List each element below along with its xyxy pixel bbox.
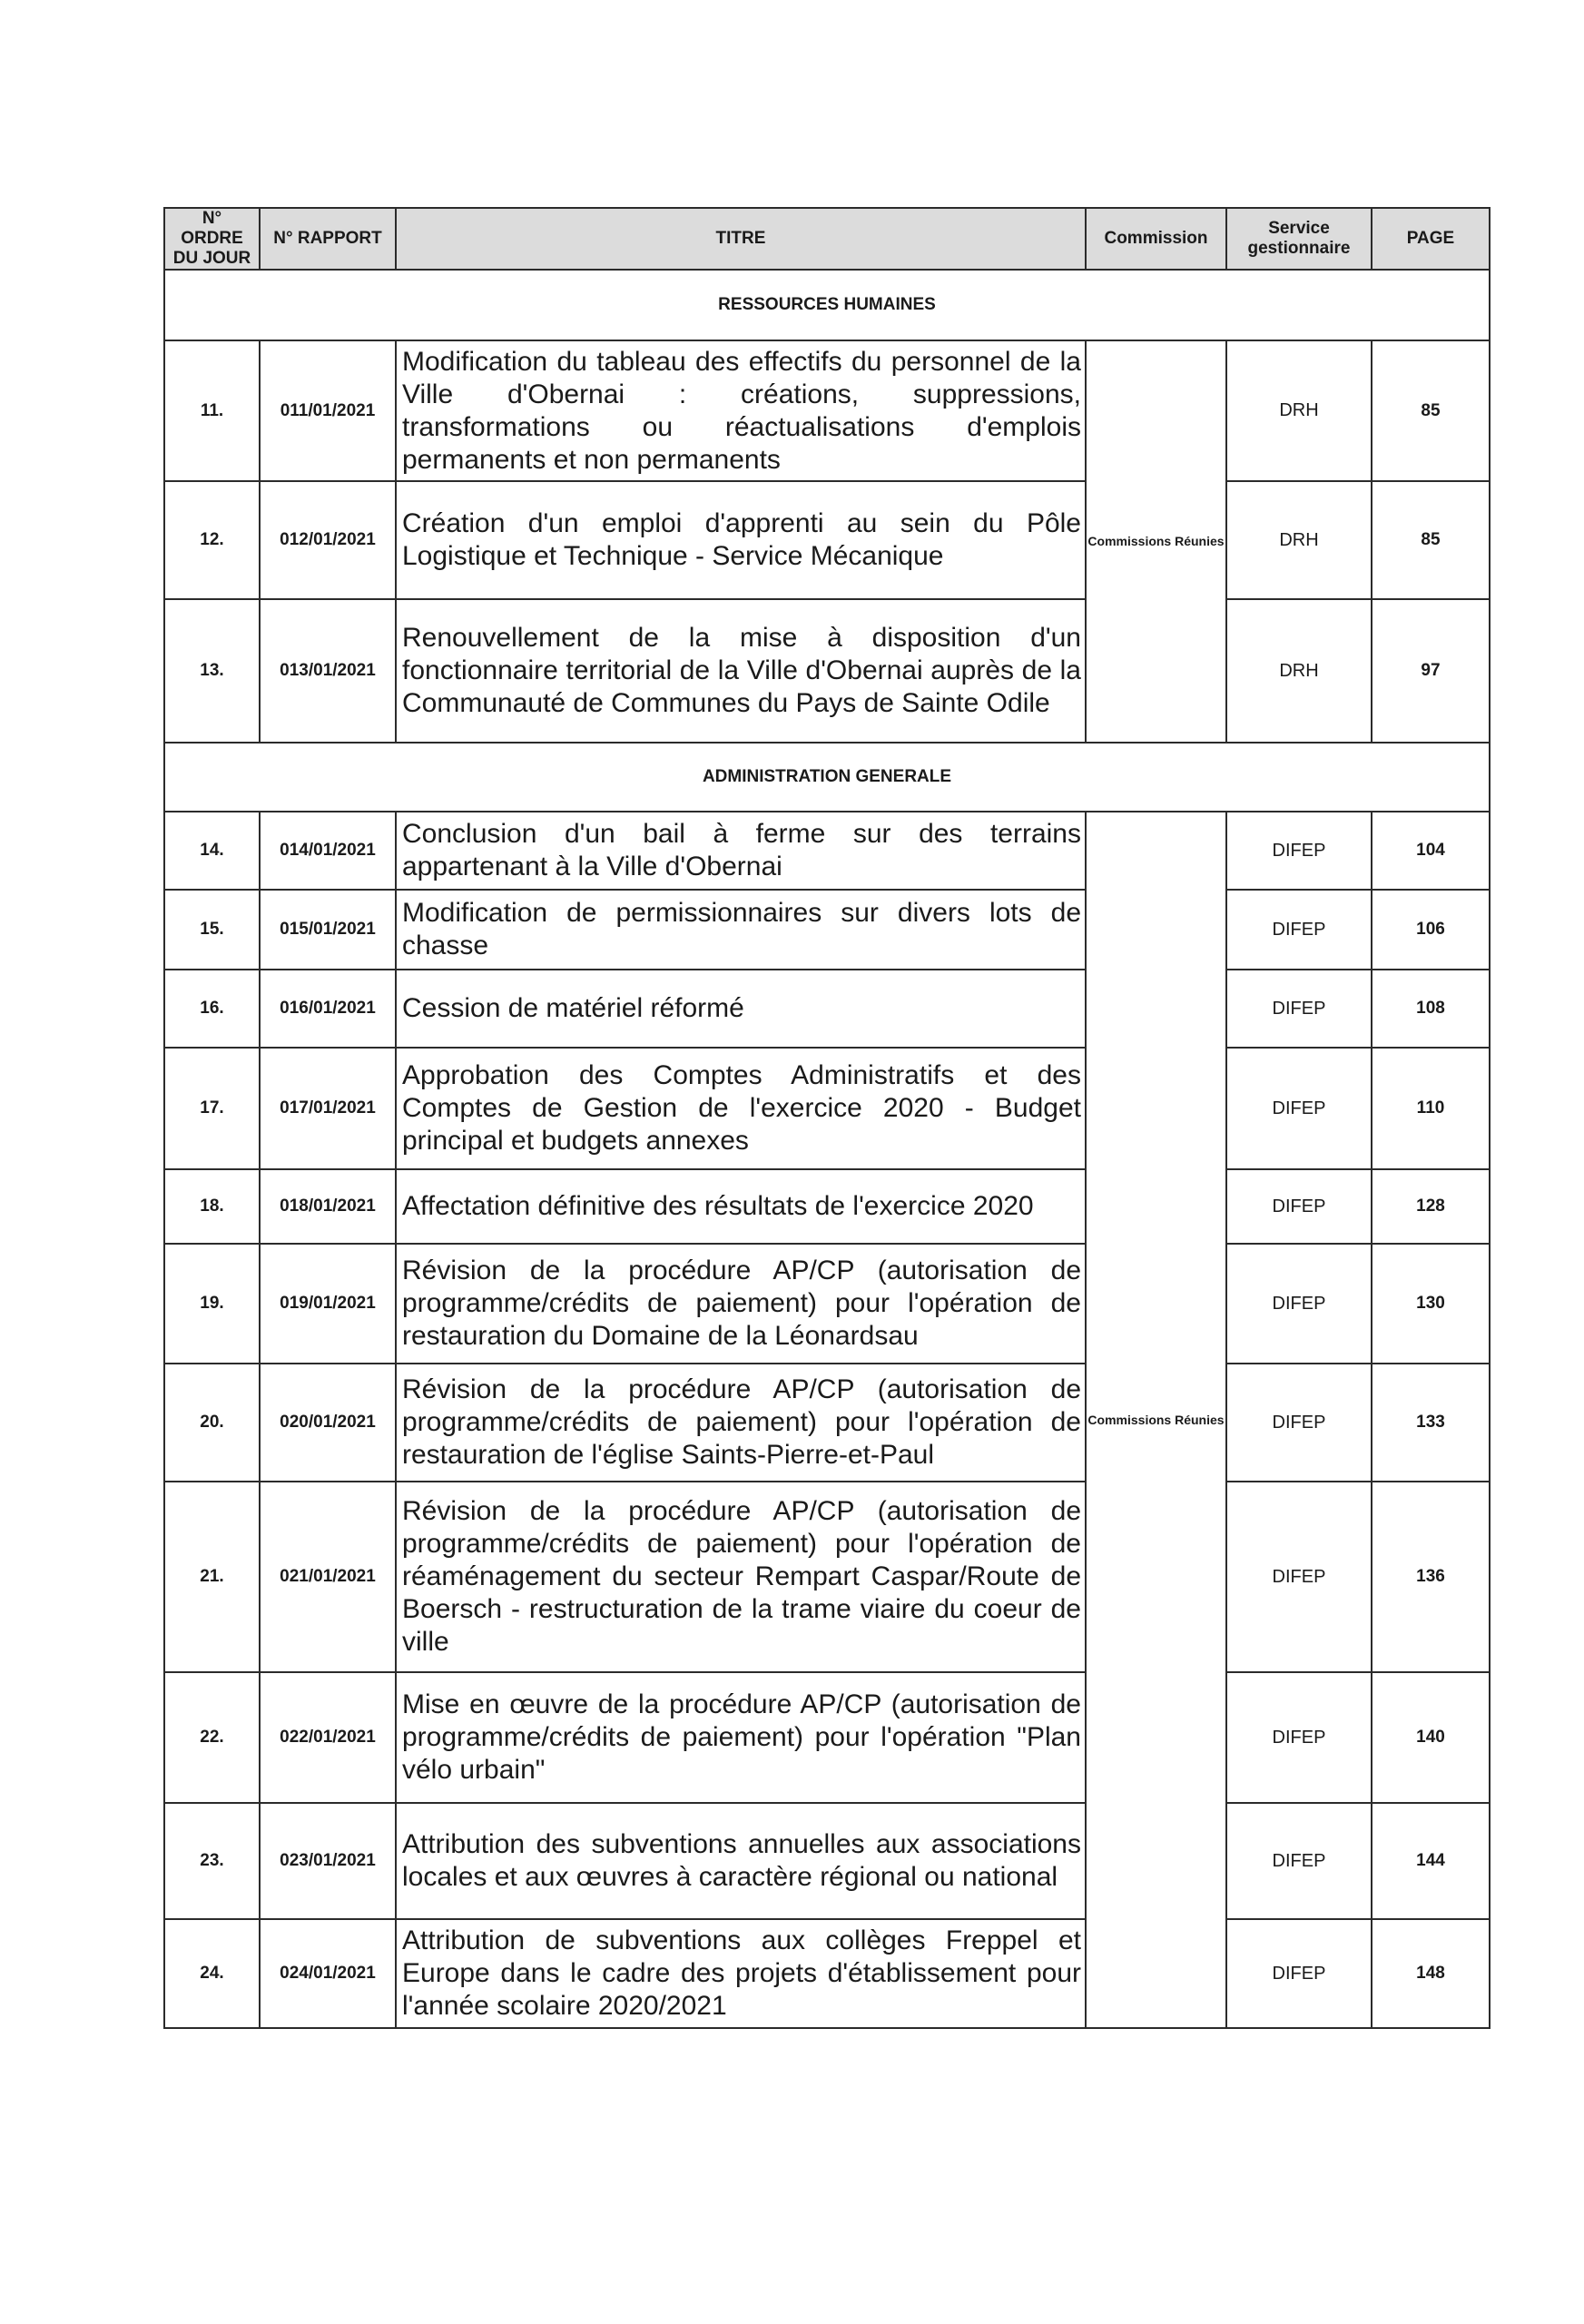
ordre-cell: 24. <box>164 1919 260 2028</box>
page-cell: 144 <box>1372 1803 1490 1919</box>
titre-cell: Attribution des subventions annuelles aux associations locales et aux œuvres à caractère régional ou national <box>396 1803 1086 1919</box>
service-cell: DIFEP <box>1226 1919 1372 2028</box>
table-row <box>164 812 1490 890</box>
titre-cell: Création d'un emploi d'apprenti au sein du Pôle Logistique et Technique - Service Mécanique <box>396 481 1086 599</box>
service-cell: DIFEP <box>1226 1672 1372 1803</box>
service-cell: DRH <box>1226 599 1372 743</box>
table-row <box>164 1048 1490 1169</box>
rapport-cell: 013/01/2021 <box>260 599 396 743</box>
header-ordre: N° ORDRE DU JOUR <box>164 208 260 270</box>
page-cell: 104 <box>1372 812 1490 890</box>
page-cell: 136 <box>1372 1482 1490 1672</box>
page-cell: 130 <box>1372 1244 1490 1364</box>
rapport-cell: 011/01/2021 <box>260 340 396 481</box>
titre-cell: Renouvellement de la mise à disposition d'un fonctionnaire territorial de la Ville d'Obernai auprès de la Communauté de Communes du Pays de Sainte Odile <box>396 599 1086 743</box>
titre-cell: Révision de la procédure AP/CP (autorisation de programme/crédits de paiement) pour l'opération de réaménagement du secteur Rempart Caspar/Route de Boersch - restructuration de la trame viaire du coeur de ville <box>396 1482 1086 1672</box>
header-rapport: N° RAPPORT <box>260 208 396 270</box>
table-row <box>164 1803 1490 1919</box>
ordre-cell: 22. <box>164 1672 260 1803</box>
service-cell: DIFEP <box>1226 1169 1372 1244</box>
commission-label: Commissions Réunies <box>1087 1412 1225 1427</box>
section-title: ADMINISTRATION GENERALE <box>164 743 1490 812</box>
ordre-cell: 16. <box>164 970 260 1048</box>
rapport-cell: 020/01/2021 <box>260 1364 396 1482</box>
titre-cell: Cession de matériel réformé <box>396 970 1086 1048</box>
titre-cell: Révision de la procédure AP/CP (autorisation de programme/crédits de paiement) pour l'opération de restauration du Domaine de la Léonardsau <box>396 1244 1086 1364</box>
page-cell: 133 <box>1372 1364 1490 1482</box>
table-row <box>164 890 1490 970</box>
rapport-cell: 018/01/2021 <box>260 1169 396 1244</box>
rapport-cell: 015/01/2021 <box>260 890 396 970</box>
rapport-cell: 012/01/2021 <box>260 481 396 599</box>
header-commission: Commission <box>1086 208 1226 270</box>
ordre-cell: 11. <box>164 340 260 481</box>
rapport-cell: 019/01/2021 <box>260 1244 396 1364</box>
commission-cell <box>1086 340 1226 743</box>
table-row <box>164 1919 1490 2028</box>
page-cell: 85 <box>1372 481 1490 599</box>
titre-cell: Approbation des Comptes Administratifs et des Comptes de Gestion de l'exercice 2020 - Budget principal et budgets annexes <box>396 1048 1086 1169</box>
service-cell: DIFEP <box>1226 1244 1372 1364</box>
service-cell: DIFEP <box>1226 1482 1372 1672</box>
table-row <box>164 1244 1490 1364</box>
page-cell: 148 <box>1372 1919 1490 2028</box>
ordre-cell: 18. <box>164 1169 260 1244</box>
page-cell: 128 <box>1372 1169 1490 1244</box>
rapport-cell: 022/01/2021 <box>260 1672 396 1803</box>
table-row <box>164 970 1490 1048</box>
header-page: PAGE <box>1372 208 1490 270</box>
titre-cell: Mise en œuvre de la procédure AP/CP (autorisation de programme/crédits de paiement) pour l'opération "Plan vélo urbain" <box>396 1672 1086 1803</box>
page-cell: 140 <box>1372 1672 1490 1803</box>
rapport-cell: 024/01/2021 <box>260 1919 396 2028</box>
table-row <box>164 340 1490 481</box>
rapport-cell: 023/01/2021 <box>260 1803 396 1919</box>
ordre-cell: 20. <box>164 1364 260 1482</box>
ordre-cell: 12. <box>164 481 260 599</box>
table-row <box>164 1672 1490 1803</box>
table-row <box>164 1482 1490 1672</box>
header-titre: TITRE <box>396 208 1086 270</box>
ordre-cell: 23. <box>164 1803 260 1919</box>
ordre-cell: 13. <box>164 599 260 743</box>
ordre-cell: 21. <box>164 1482 260 1672</box>
commission-cell <box>1086 812 1226 2028</box>
ordre-cell: 15. <box>164 890 260 970</box>
table-row <box>164 599 1490 743</box>
rapport-cell: 021/01/2021 <box>260 1482 396 1672</box>
ordre-cell: 14. <box>164 812 260 890</box>
titre-cell: Affectation définitive des résultats de l'exercice 2020 <box>396 1169 1086 1244</box>
page-cell: 97 <box>1372 599 1490 743</box>
service-cell: DIFEP <box>1226 1364 1372 1482</box>
page-cell: 110 <box>1372 1048 1490 1169</box>
titre-cell: Révision de la procédure AP/CP (autorisation de programme/crédits de paiement) pour l'opération de restauration de l'église Saints-Pierre-et-Paul <box>396 1364 1086 1482</box>
agenda-table <box>163 207 1491 2029</box>
rapport-cell: 017/01/2021 <box>260 1048 396 1169</box>
section-title: RESSOURCES HUMAINES <box>164 270 1490 340</box>
service-cell: DIFEP <box>1226 1803 1372 1919</box>
page-cell: 85 <box>1372 340 1490 481</box>
service-cell: DIFEP <box>1226 890 1372 970</box>
commission-label: Commissions Réunies <box>1087 534 1225 548</box>
ordre-cell: 17. <box>164 1048 260 1169</box>
titre-cell: Modification de permissionnaires sur divers lots de chasse <box>396 890 1086 970</box>
page-cell: 108 <box>1372 970 1490 1048</box>
service-cell: DRH <box>1226 481 1372 599</box>
service-cell: DIFEP <box>1226 1048 1372 1169</box>
header-service: Service gestionnaire <box>1226 208 1372 270</box>
titre-cell: Modification du tableau des effectifs du personnel de la Ville d'Obernai : créations, suppressions, transformations ou réactualisations d'emplois permanents et non permanents <box>396 340 1086 481</box>
section-row <box>164 270 1490 340</box>
rapport-cell: 014/01/2021 <box>260 812 396 890</box>
table-row <box>164 481 1490 599</box>
service-cell: DIFEP <box>1226 812 1372 890</box>
ordre-cell: 19. <box>164 1244 260 1364</box>
service-cell: DRH <box>1226 340 1372 481</box>
table-row <box>164 1364 1490 1482</box>
titre-cell: Conclusion d'un bail à ferme sur des terrains appartenant à la Ville d'Obernai <box>396 812 1086 890</box>
table-row <box>164 1169 1490 1244</box>
titre-cell: Attribution de subventions aux collèges Freppel et Europe dans le cadre des projets d'établissement pour l'année scolaire 2020/2021 <box>396 1919 1086 2028</box>
rapport-cell: 016/01/2021 <box>260 970 396 1048</box>
section-row <box>164 743 1490 812</box>
header-row <box>164 208 1490 270</box>
service-cell: DIFEP <box>1226 970 1372 1048</box>
page-cell: 106 <box>1372 890 1490 970</box>
